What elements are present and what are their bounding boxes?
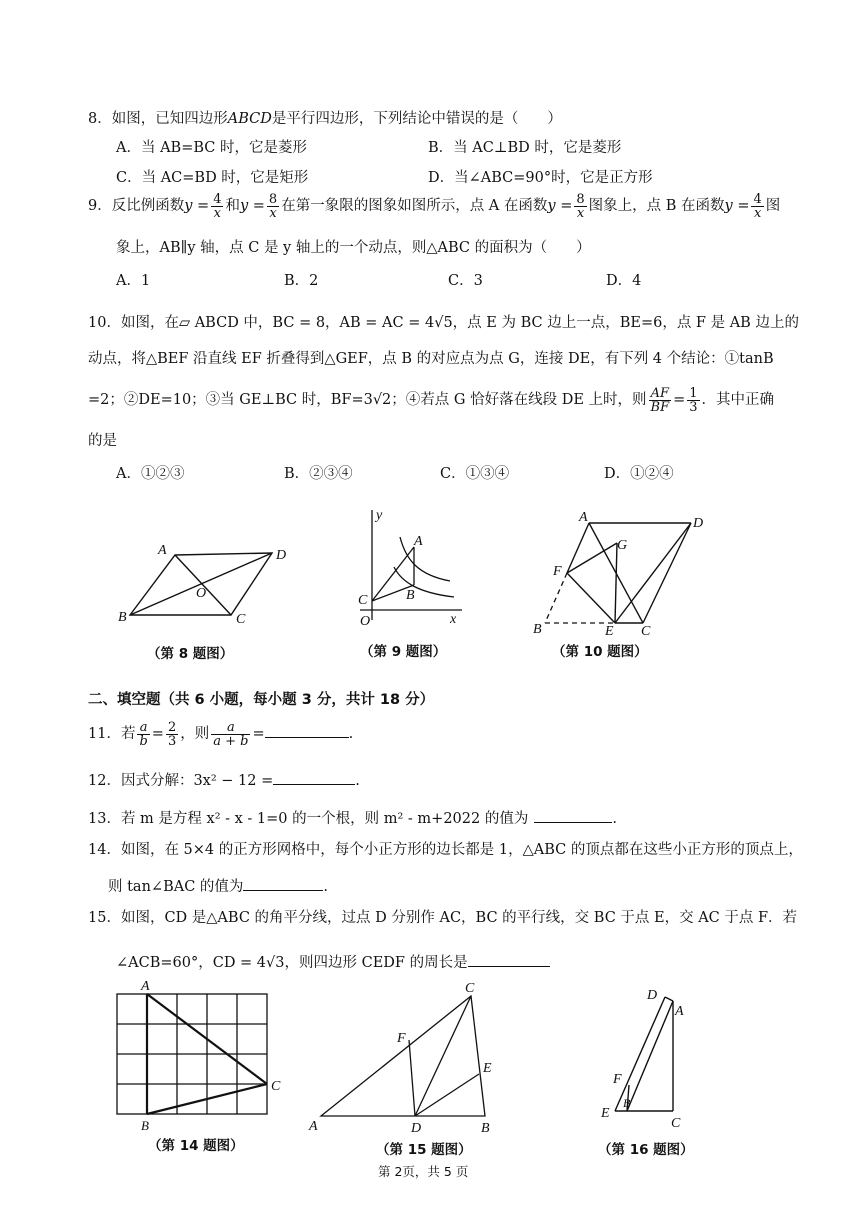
fig16-label-e: E — [601, 1106, 610, 1121]
page-footer: 第 2页，共 5 页 — [378, 1164, 469, 1179]
fig10-label-e: E — [605, 624, 614, 639]
fig9-label-b: B — [406, 588, 415, 603]
fig10-label-b: B — [533, 622, 542, 637]
q8-stem: 8．如图，已知四边形ABCD是平行四边形，下列结论中错误的是（ ） — [88, 111, 562, 127]
fig14-label-b: B — [141, 1118, 149, 1133]
fig15-label-d: D — [411, 1121, 422, 1136]
q9-option-b: B．2 — [284, 273, 319, 289]
caption-figure-10: （第 10 题图） — [552, 644, 648, 660]
figure-8 — [110, 535, 310, 630]
caption-figure-9: （第 9 题图） — [360, 644, 447, 660]
figure-14 — [105, 978, 295, 1133]
caption-figure-16: （第 16 题图） — [598, 1142, 694, 1158]
q10-line3: =2；②DE=10；③当 GE⊥BC 时，BF=3√2；④若点 G 恰好落在线段 DE 上时，则 $\frac{AF}{BF}$ = $\frac{1}{3}$ ．其中正确 — [88, 385, 775, 415]
q15-answer-blank[interactable] — [468, 952, 550, 967]
fig15-label-f: F — [397, 1031, 406, 1046]
fig15-segment-df — [409, 1040, 415, 1116]
q10-line1: 10．如图，在▱ ABCD 中，BC = 8，AB = AC = 4√5，点 E 为 BC 边上一点，BE=6，点 F 是 AB 边上的 — [88, 315, 799, 331]
q10-line2: 动点，将△BEF 沿直线 EF 折叠得到△GEF，点 B 的对应点为点 G，连接 DE，有下列 4 个结论：①tanB — [88, 351, 774, 367]
fig8-label-o: O — [196, 586, 207, 601]
figure-9 — [350, 505, 470, 630]
fig8-label-a: A — [158, 543, 167, 558]
q15-line1: 15．如图，CD 是△ABC 的角平分线，过点 D 分别作 AC，BC 的平行线，交 BC 于点 E，交 AC 于点 F．若 — [88, 910, 798, 926]
q8-option-a: A．当 AB=BC 时，它是菱形 — [116, 140, 307, 156]
q9-option-d: D．4 — [606, 273, 642, 289]
q15-line2: ∠ACB=60°，CD = 4√3，则四边形 CEDF 的周长是 — [116, 952, 550, 972]
fig14-label-a: A — [141, 979, 150, 994]
q10-option-a: A．①②③ — [116, 466, 185, 482]
fig9-label-x: x — [450, 612, 457, 627]
fig10-label-f: F — [553, 564, 562, 579]
fig15-label-e: E — [483, 1061, 492, 1076]
q8-option-b: B．当 AC⊥BD 时，它是菱形 — [428, 140, 622, 156]
q14-line2: 则 tan∠BAC 的值为 . — [108, 876, 328, 896]
fig10-label-g: G — [617, 538, 628, 553]
fig16-label-f: F — [613, 1072, 622, 1087]
fig15-triangle-abc — [321, 996, 485, 1116]
q10-option-c: C．①③④ — [440, 466, 510, 482]
q10-option-b: B．②③④ — [284, 466, 353, 482]
fig15-label-c: C — [465, 981, 475, 996]
fig16-label-b: B — [623, 1096, 631, 1110]
q9-option-c: C．3 — [448, 273, 483, 289]
q10-line4: 的是 — [88, 433, 117, 449]
q12: 12．因式分解：3x² − 12 = . — [88, 770, 360, 790]
q10-option-d: D．①②④ — [604, 466, 674, 482]
q14-line1: 14．如图，在 5×4 的正方形网格中，每个小正方形的边长都是 1，△ABC 的顶点都在这些小正方形的顶点上， — [88, 842, 803, 858]
fig14-grid — [117, 994, 267, 1114]
fig10-label-d: D — [693, 516, 704, 531]
q14-answer-blank[interactable] — [243, 876, 323, 891]
q11-answer-blank[interactable] — [265, 723, 349, 738]
fig14-label-c: C — [271, 1079, 281, 1094]
q11: 11．若 $\frac{a}{b}$ = $\frac{2}{3}$ ，则 $\frac{a}{a + b}$ = . — [88, 719, 354, 749]
fig10-label-c: C — [641, 624, 651, 639]
fig16-label-d: D — [647, 988, 658, 1003]
q8-option-c: C．当 AC=BD 时，它是矩形 — [116, 170, 309, 186]
fig9-label-a: A — [414, 534, 423, 549]
fig10-label-a: A — [579, 510, 588, 525]
figure-16 — [595, 985, 705, 1131]
section-heading-fill-in: 二、填空题（共 6 小题，每小题 3 分，共计 18 分） — [88, 692, 435, 708]
caption-figure-8: （第 8 题图） — [147, 646, 234, 662]
q8-option-d: D．当∠ABC=90°时，它是正方形 — [428, 170, 653, 186]
fig8-label-d: D — [276, 548, 287, 563]
fig9-label-o: O — [360, 614, 371, 629]
fig9-label-y: y — [376, 508, 383, 523]
q9-stem: 9．反比例函数y = $\frac{4}{x}$ 和y = $\frac{8}{x}$ 在第一象限的图象如图所示，点 A 在函数y = $\frac{8}{x}$ 图象上，点 B 在函数y = $\frac{4}{x}$ 图 — [88, 191, 781, 221]
fig8-label-c: C — [236, 612, 246, 627]
caption-figure-15: （第 15 题图） — [376, 1142, 472, 1158]
q13: 13．若 m 是方程 x² - x - 1=0 的一个根，则 m² - m+2022 的值为 . — [88, 808, 617, 828]
figure-10 — [525, 505, 715, 640]
figure-15 — [305, 978, 515, 1138]
fig16-label-c: C — [671, 1116, 681, 1131]
q9-option-a: A．1 — [116, 273, 151, 289]
q9-stem-line2: 象上，AB∥y 轴，点 C 是 y 轴上的一个动点，则△ABC 的面积为（ ） — [116, 240, 591, 256]
fig15-label-b: B — [481, 1121, 490, 1136]
fig16-label-a: A — [675, 1004, 684, 1019]
fig15-label-a: A — [309, 1119, 318, 1134]
fig9-curve-8-over-x — [400, 537, 450, 581]
fig8-label-b: B — [118, 610, 127, 625]
q12-answer-blank[interactable] — [273, 770, 355, 785]
fig9-label-c: C — [358, 593, 368, 608]
caption-figure-14: （第 14 题图） — [148, 1138, 244, 1154]
q13-answer-blank[interactable] — [534, 808, 612, 823]
fig8-diagonal-ac — [175, 555, 231, 615]
